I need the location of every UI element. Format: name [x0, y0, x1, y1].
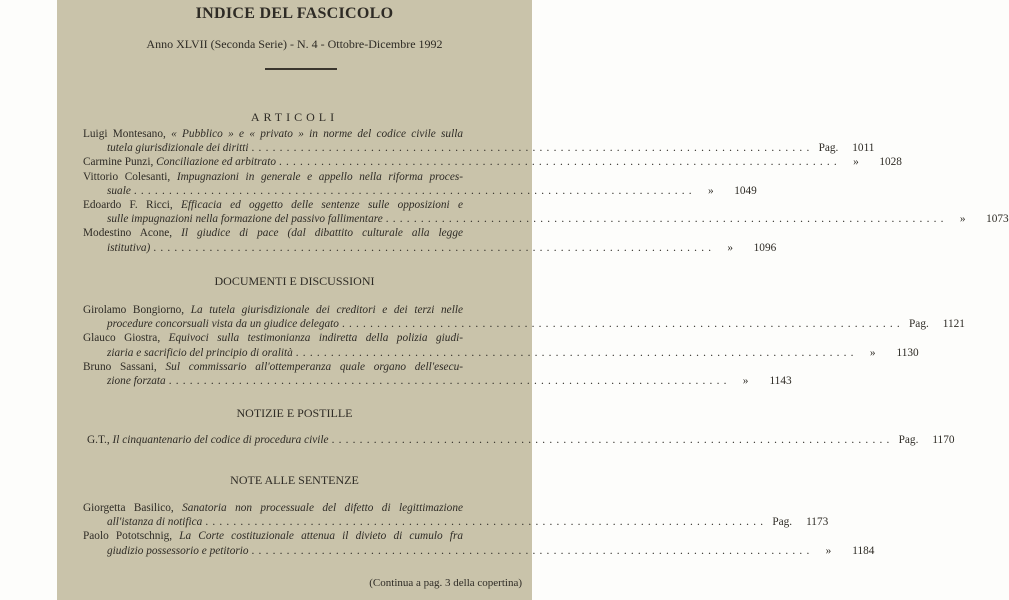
entry-title: Sanatoria non processuale del difetto di legittimazione — [182, 502, 463, 514]
entry-title: suale — [107, 184, 131, 197]
entry-author: Bruno Sassani, — [83, 360, 166, 373]
page-marker: » — [853, 156, 859, 169]
entry-line — [83, 544, 875, 558]
entry-text — [107, 141, 249, 155]
entry-author: Edoardo F. Ricci, — [83, 198, 181, 211]
entry-text — [83, 171, 463, 183]
page-title: INDICE DEL FASCICOLO — [195, 5, 394, 22]
entry-line — [83, 374, 792, 388]
page-number: 1143 — [769, 374, 792, 387]
toc-entry — [83, 360, 792, 388]
issue-info: Anno XLVII (Seconda Serie) - N. 4 - Ottobre-Dicembre 1992 — [146, 37, 443, 51]
entry-line — [83, 360, 463, 374]
page-marker: » — [742, 374, 749, 387]
dot-leader: ................................................................................ — [153, 241, 716, 254]
page-marker: » — [959, 213, 966, 226]
toc-entry — [83, 501, 829, 529]
entry-text — [83, 128, 463, 140]
entry-line — [83, 346, 919, 360]
section-heading-notizie: NOTIZIE E POSTILLE — [236, 406, 353, 420]
entry-line — [83, 212, 1009, 226]
entry-text — [83, 227, 463, 239]
entry-author: G.T., — [87, 434, 113, 446]
entry-author: Vittorio Colesanti, — [83, 170, 177, 183]
page-marker: » — [869, 346, 876, 359]
entry-line — [83, 317, 965, 331]
entry-line — [83, 127, 463, 141]
page-number: 1170 — [932, 434, 955, 446]
entry-title: tutela giurisdizionale dei diritti — [107, 142, 249, 155]
dot-leader: ................................................................................ — [278, 156, 841, 169]
page-number: 1184 — [852, 544, 875, 557]
entry-author: Modestino Acone, — [83, 227, 182, 240]
toc-entry — [83, 198, 1009, 226]
entry-title: La Corte costituzionale attenua il divieto di cumulo fra — [179, 530, 463, 543]
dot-leader: ................................................................................ — [133, 184, 696, 197]
section-list — [83, 127, 1009, 255]
entry-title: giudizio possessorio e petitorio — [107, 544, 249, 557]
page-number: 1028 — [879, 156, 902, 169]
divider — [265, 68, 337, 70]
entry-text — [107, 212, 383, 226]
entry-line — [83, 331, 463, 345]
page-number: 1130 — [896, 346, 919, 359]
entry-title: Conciliazione ed arbitrato — [156, 156, 276, 169]
entry-text — [107, 544, 249, 558]
toc-entry — [83, 226, 777, 254]
entry-title: ziaria e sacrificio del principio di oralità — [107, 346, 293, 359]
entry-line — [83, 170, 463, 184]
entry-text — [107, 184, 131, 198]
entry-text — [83, 530, 463, 542]
section-heading-documenti: DOCUMENTI E DISCUSSIONI — [214, 274, 375, 288]
dot-leader: ................................................................................ — [295, 346, 858, 359]
entry-author: Luigi Montesano, — [83, 128, 172, 140]
page-marker: Pag. — [898, 434, 919, 446]
page-number: 1073 — [986, 213, 1009, 226]
entry-line — [83, 501, 463, 515]
index-page — [57, 0, 1009, 600]
entry-text — [83, 332, 463, 344]
entry-line — [87, 433, 955, 447]
entry-line — [83, 303, 463, 317]
entry-line — [83, 184, 757, 198]
entry-text — [83, 361, 463, 373]
entry-line — [83, 198, 463, 212]
entry-title: Sul commissario all'ottemperanza quale organo dell'esecu- — [165, 360, 463, 373]
page-marker: » — [825, 544, 832, 557]
dot-leader: ................................................................................ — [331, 434, 894, 446]
dot-leader: ................................................................................ — [341, 318, 904, 331]
entry-line — [83, 141, 875, 155]
section-list — [83, 501, 875, 558]
toc-entry — [83, 529, 875, 557]
entry-title: Equivoci sulla testimonianza indiretta della polizia giudi- — [168, 332, 463, 345]
entry-title: Il giudice di pace (dal dibattito culturale alla legge — [181, 227, 463, 240]
entry-text — [83, 155, 276, 169]
entry-author: Giorgetta Basilico, — [83, 502, 183, 514]
page-marker: » — [727, 241, 734, 254]
page-marker: Pag. — [909, 318, 929, 331]
page-marker: » — [707, 184, 714, 197]
entry-author: Carmine Punzi, — [83, 156, 157, 169]
dot-leader: ................................................................................ — [251, 544, 814, 557]
page-number: 1049 — [734, 184, 757, 197]
toc-entry — [87, 433, 955, 447]
entry-title: Impugnazioni in generale e appello nella riforma proces- — [176, 170, 463, 183]
continued-note: (Continua a pag. 3 della copertina) — [369, 577, 522, 589]
toc-entry — [83, 127, 875, 155]
entry-text — [87, 433, 329, 447]
page-number: 1173 — [806, 516, 829, 529]
dot-leader: ................................................................................ — [168, 374, 731, 387]
entry-line — [83, 241, 777, 255]
toc-entry — [83, 170, 757, 198]
entry-line — [83, 515, 829, 529]
entry-line — [83, 529, 463, 543]
entry-text — [107, 346, 293, 360]
dot-leader: ................................................................................ — [385, 213, 948, 226]
page-number: 1121 — [942, 318, 965, 331]
page-number: 1096 — [753, 241, 777, 254]
entry-author: Girolamo Bongiorno, — [83, 304, 191, 316]
entry-text — [107, 374, 166, 388]
toc-entry — [83, 331, 919, 359]
entry-title: istitutiva) — [107, 241, 151, 254]
entry-line — [83, 155, 902, 169]
entry-text — [83, 502, 463, 514]
page-marker: Pag. — [772, 516, 793, 529]
entry-author: Glauco Giostra, — [83, 332, 169, 345]
toc-entry — [83, 155, 902, 169]
entry-title: zione forzata — [107, 374, 166, 387]
toc-entry — [83, 303, 965, 331]
entry-text — [107, 241, 150, 255]
entry-title: sulle impugnazioni nella formazione del passivo fallimentare — [107, 213, 383, 226]
entry-text — [107, 317, 339, 331]
entry-line — [83, 226, 463, 240]
entry-title: Il cinquantenario del codice di procedura civile — [112, 434, 329, 446]
entry-title: Efficacia ed oggetto delle sentenze sulle opposizioni e — [181, 198, 463, 211]
section-heading-articoli: ARTICOLI — [250, 110, 339, 124]
section-list — [83, 303, 965, 388]
section-heading-note: NOTE ALLE SENTENZE — [230, 473, 359, 487]
page-marker: Pag. — [818, 142, 839, 155]
page-number: 1011 — [852, 142, 875, 155]
dot-leader: ................................................................................ — [251, 142, 814, 155]
dot-leader: ................................................................................ — [205, 516, 768, 529]
entry-text — [107, 515, 202, 529]
entry-title: « Pubblico » e « privato » in norme del codice civile sulla — [171, 128, 463, 140]
section-list — [87, 433, 955, 447]
entry-text — [83, 304, 463, 316]
entry-author: Paolo Pototschnig, — [83, 530, 180, 543]
entry-title: procedure concorsuali vista da un giudice delegato — [107, 318, 339, 331]
entry-title: La tutela giurisdizionale dei creditori e dei terzi nelle — [190, 304, 463, 316]
entry-text — [83, 199, 463, 211]
entry-title: all'istanza di notifica — [107, 516, 203, 529]
